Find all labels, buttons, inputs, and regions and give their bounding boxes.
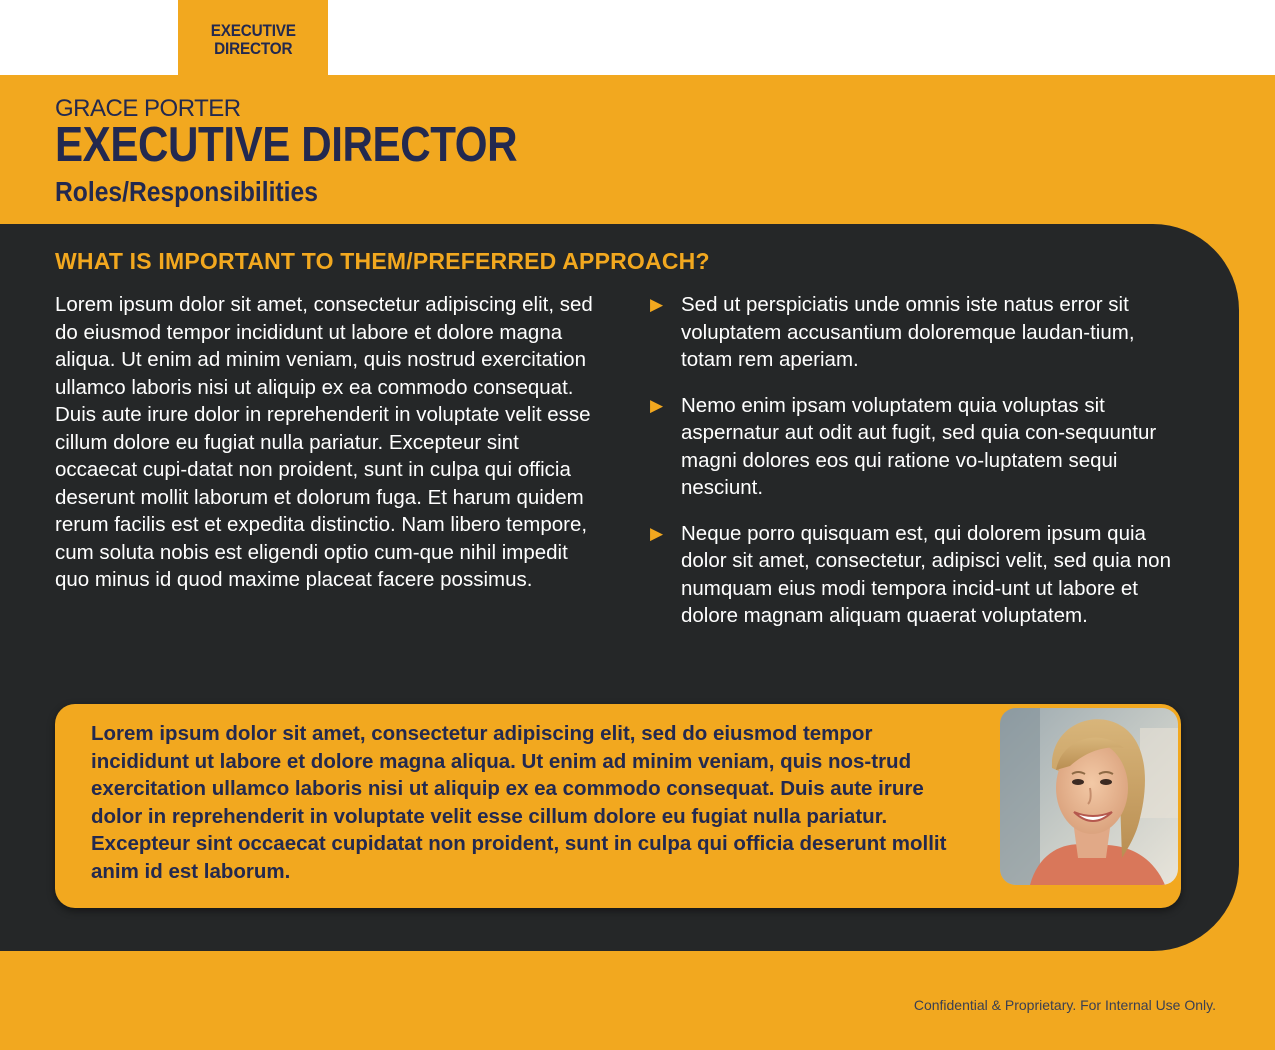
list-item-text: Neque porro quisquam est, qui dolorem ipsum quia dolor sit amet, consectetur, adipisci velit, sed quia non numquam eius modi tempora incid-unt ut labore et dolore magnam aliquam quaerat voluptatem.	[681, 521, 1171, 627]
top-bar	[0, 0, 1275, 75]
list-item-text: Sed ut perspiciatis unde omnis iste natus error sit voluptatem accusantium doloremque laudan-tium, totam rem aperiam.	[681, 293, 1135, 371]
page-title: EXECUTIVE DIRECTOR	[55, 118, 518, 172]
triangle-right-icon: ▶	[650, 295, 664, 314]
triangle-right-icon: ▶	[650, 395, 664, 415]
list-item	[650, 291, 1190, 374]
quote-callout	[55, 704, 1181, 908]
content-panel	[0, 224, 1239, 951]
list-item	[650, 392, 1190, 502]
footer-confidential-note: Confidential & Proprietary. For Internal Use Only.	[913, 997, 1216, 1013]
section-body-text: Lorem ipsum dolor sit amet, consectetur adipiscing elit, sed do eiusmod tempor incididunt ut labore et dolore magna aliqua. Ut enim ad minim veniam, quis nostrud exercitation ullamco laboris nisi ut aliquip ex ea commodo consequat. Duis aute irure dolor in reprehenderit in voluptate velit esse cillum dolore eu fugiat nulla pariatur. Excepteur sint occaecat cupi-datat non proident, sunt in culpa qui officia deserunt mollit laborum et dolorum fuga. Et harum quidem rerum facilis est et expedita distinctio. Nam libero tempore, cum soluta nobis est eligendi optio cum-que nihil impedit quo minus id quod maxime placeat facere possimus.	[55, 293, 593, 591]
section-heading: WHAT IS IMPORTANT TO THEM/PREFERRED APPROACH?	[55, 248, 710, 274]
bullet-list	[650, 291, 1190, 648]
triangle-right-icon: ▶	[650, 523, 664, 543]
callout-text: Lorem ipsum dolor sit amet, consectetur adipiscing elit, sed do eiusmod tempor incididunt ut labore et dolore magna aliqua. Ut enim ad minim veniam, quis nos-trud exercitation ullamco laboris nisi ut aliquip ex ea commodo consequat. Duis aute irure dolor in reprehenderit in voluptate velit esse cillum dolore eu fugiat nulla pariatur. Excepteur sint occaecat cupidatat non proident, sunt in culpa qui officia deserunt mollit anim id est laborum.	[91, 722, 947, 883]
person-name: GRACE PORTER	[55, 95, 241, 122]
list-item-text: Nemo enim ipsam voluptatem quia voluptas sit aspernatur aut odit aut fugit, sed quia con-sequuntur magni dolores eos qui ratione vo-luptatem sequi nesciunt.	[681, 393, 1157, 499]
role-tab[interactable]	[178, 0, 328, 75]
page-subtitle: Roles/Responsibilities	[55, 176, 318, 207]
profile-photo	[1000, 708, 1178, 885]
role-tab-label: EXECUTIVE DIRECTOR	[210, 21, 296, 58]
list-item	[650, 520, 1190, 630]
